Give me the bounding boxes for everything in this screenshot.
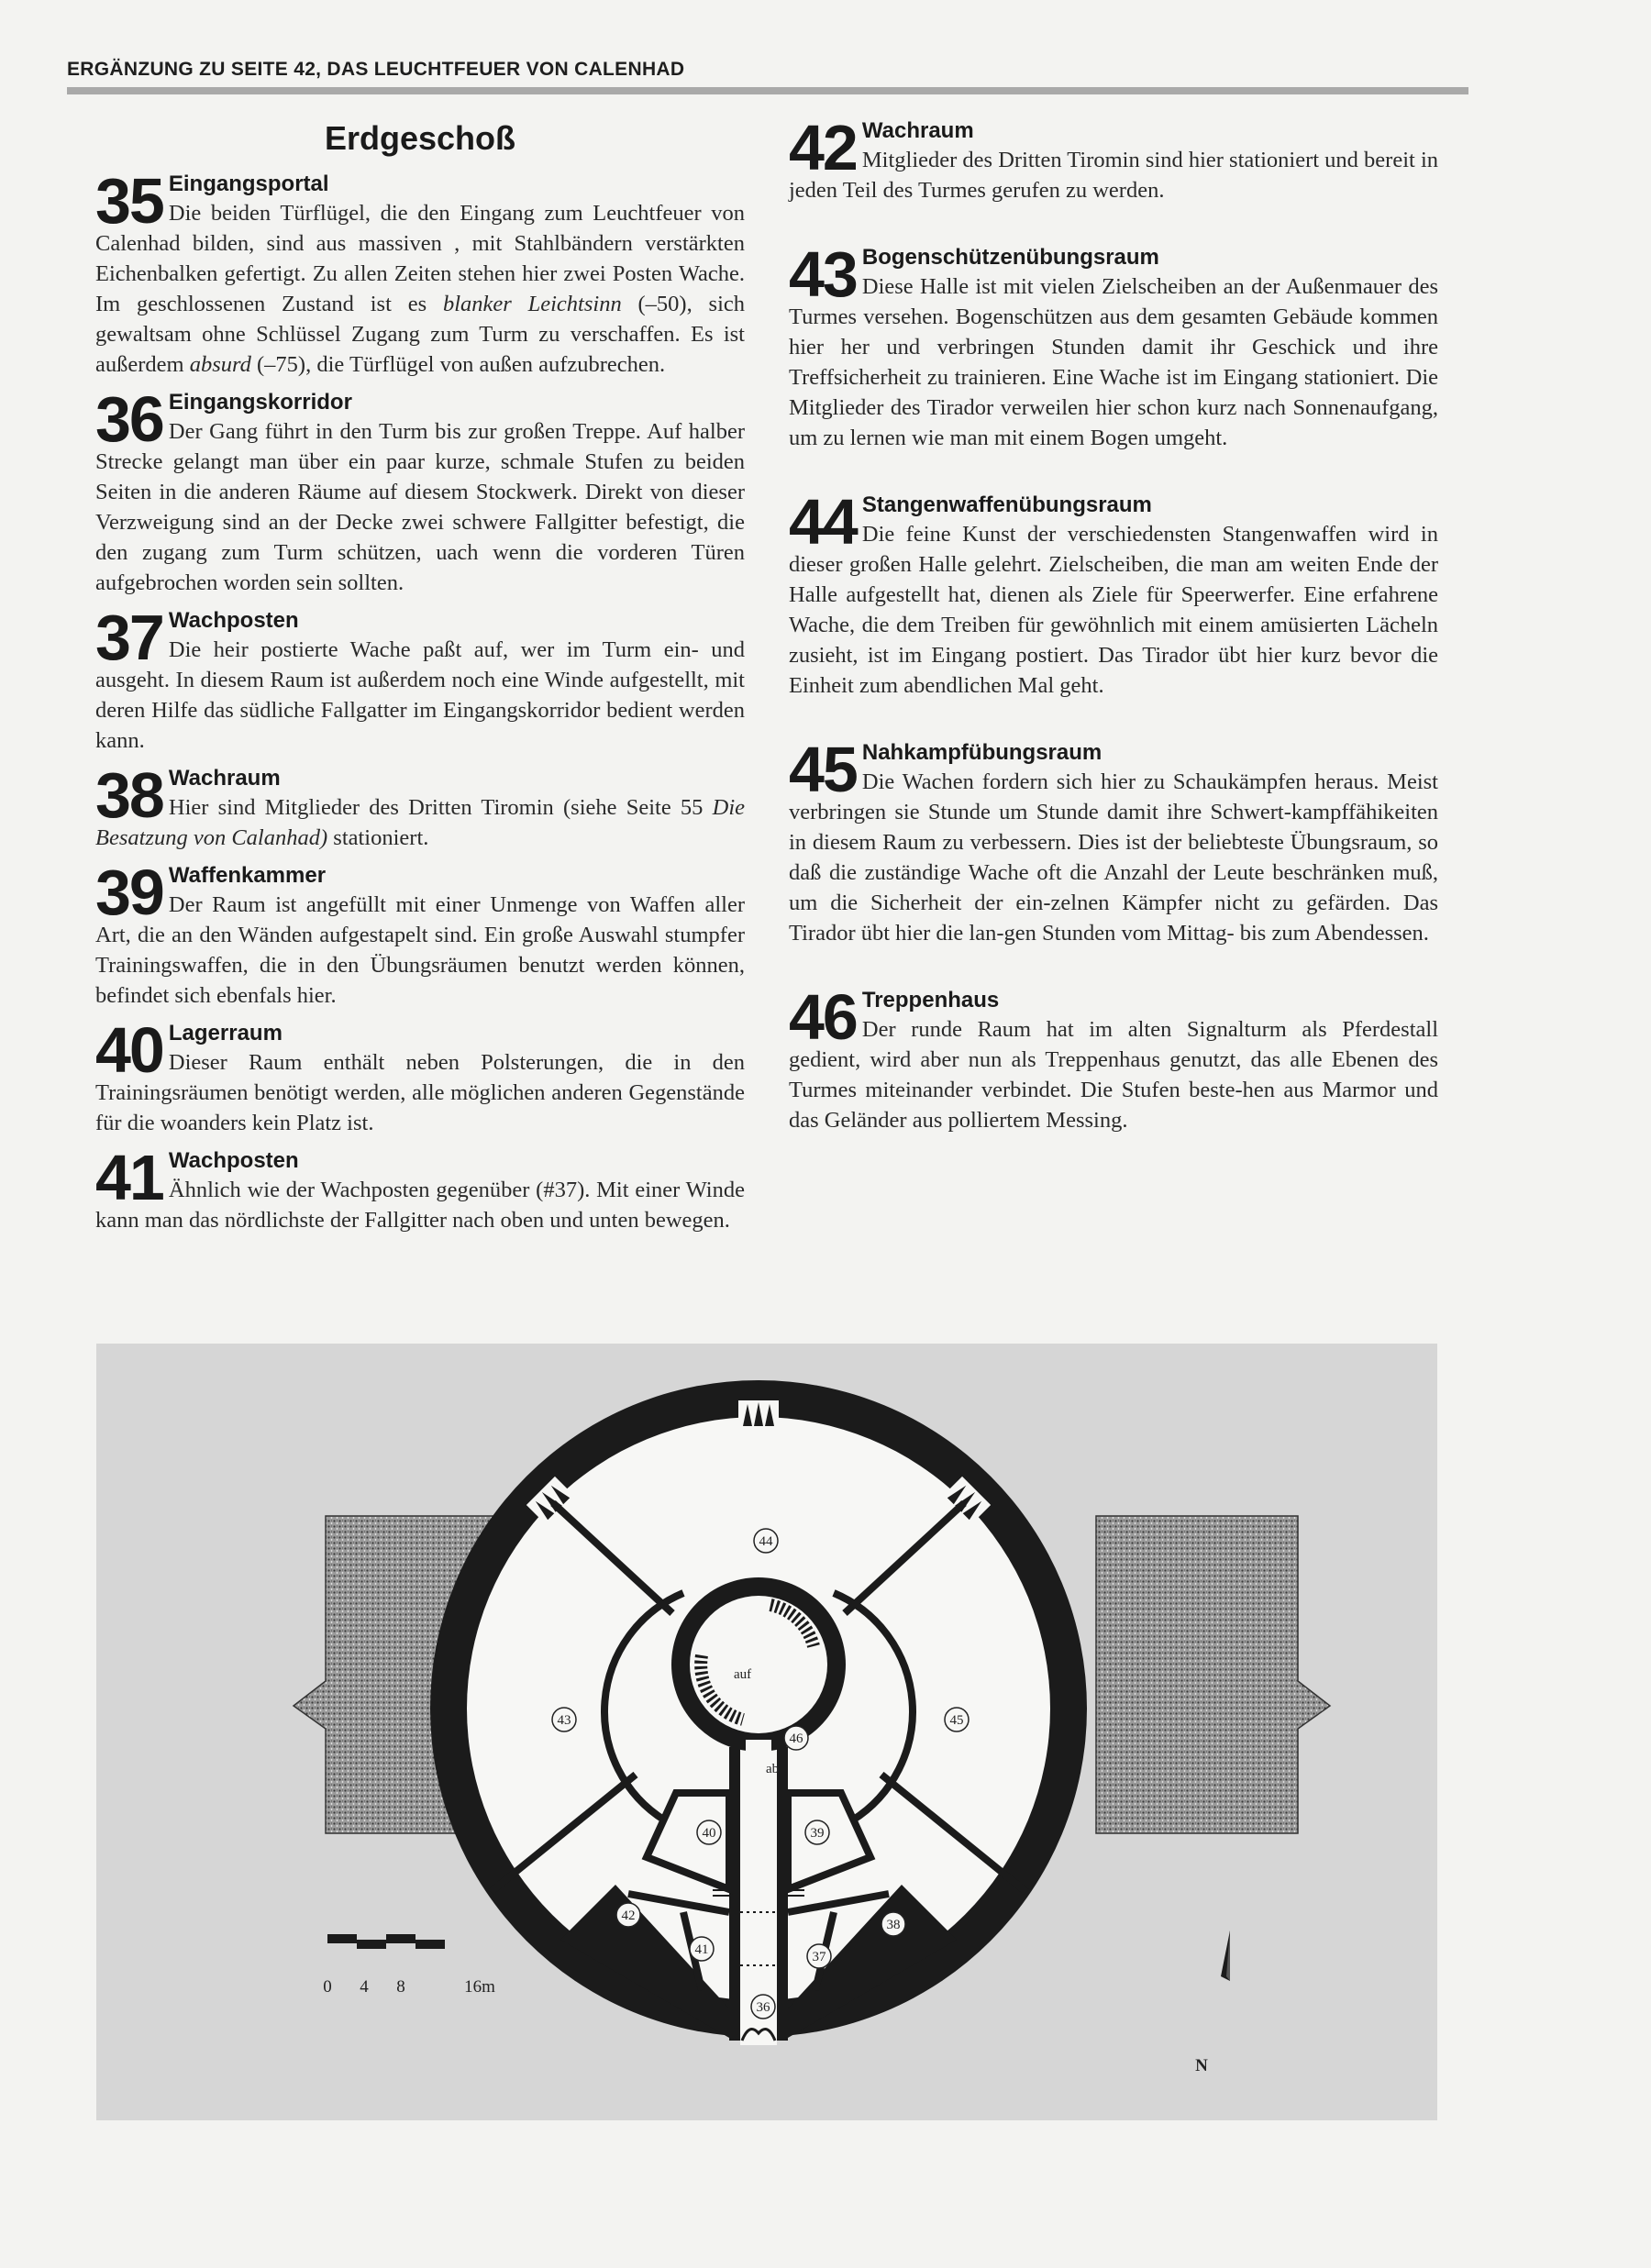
room-label-39: 39	[810, 1826, 825, 1841]
entry-title: Wachposten	[168, 1148, 299, 1173]
entry-number: 44	[789, 486, 857, 558]
entry-number: 40	[95, 1014, 163, 1086]
right-column	[789, 112, 1438, 1174]
room-label-44: 44	[759, 1534, 773, 1549]
entry-title: Waffenkammer	[168, 863, 327, 888]
stair-up-label: auf	[734, 1667, 752, 1682]
entry-title: Stangenwaffenübungsraum	[861, 492, 1152, 517]
entry-title: Wachraum	[168, 766, 281, 791]
entry-body: Hier sind Mitglieder des Dritten Tiromin (siehe Seite 55 Die Besatzung von Calanhad) stationiert.	[95, 795, 745, 850]
stair-tower-floor	[690, 1596, 827, 1733]
entry-title: Bogenschützenübungsraum	[861, 245, 1159, 270]
entry-number: 46	[789, 981, 857, 1053]
north-arrow-icon	[1195, 1931, 1230, 2075]
scale-tick-0: 0	[323, 1977, 332, 1997]
entry-body: Diese Halle ist mit vielen Zielscheiben an der Außenmauer des Turmes versehen. Bogenschützen aus dem gesamten Gebäude kommen hier her und verbringen Stunden damit ihr Geschick und ihre Treffsicherheit zu trainieren. Eine Wache ist im Eingang stationiert. Die Mitglieder des Tirador verweilen hier schon kurz nach Sonnenaufgang, um zu lernen wie man mit einem Bogen umgeht.	[789, 274, 1438, 450]
entry-body: Ähnlich wie der Wachposten gegenüber (#37). Mit einer Winde kann man das nördlichste der Fallgitter nach oben und unten bewegen.	[95, 1178, 745, 1233]
scale-tick-16: 16m	[464, 1977, 495, 1997]
left-column	[95, 110, 745, 1245]
room-label-42: 42	[621, 1908, 636, 1923]
entry-number: 35	[95, 165, 163, 237]
entry-number: 41	[95, 1142, 163, 1213]
gravel-wing-right	[1096, 1516, 1330, 1833]
entry-number: 39	[95, 857, 163, 928]
floor-plan	[96, 1344, 1437, 2120]
entry-number: 36	[95, 383, 163, 455]
entry-46	[789, 981, 1438, 1135]
room-label-37: 37	[812, 1950, 826, 1964]
entry-35	[95, 165, 745, 380]
entry-number: 43	[789, 238, 857, 310]
entry-body: Der runde Raum hat im alten Signalturm als Pferdestall gedient, wird aber nun als Treppenhaus genutzt, das alle Ebenen des Turmes miteinander verbindet. Die Stufen beste-hen aus Marmor und das Geländer aus polliertem Messing.	[789, 1017, 1438, 1133]
entry-45	[789, 734, 1438, 948]
floor-plan-drawing	[96, 1344, 1437, 2120]
entry-body: Der Gang führt in den Turm bis zur großen Treppe. Auf halber Strecke gelangt man über ein paar kurze, schmale Stufen zu beiden Seiten in die anderen Räume auf diesem Stockwerk. Direkt von dieser Verzweigung sind an der Decke zwei schwere Fallgitter befestigt, die den zugang zum Turm schützen, uach wenn die vorderen Türen aufgebrochen worden sein sollten.	[95, 419, 745, 595]
page-header: ERGÄNZUNG ZU SEITE 42, DAS LEUCHTFEUER VON CALENHAD	[67, 59, 685, 80]
entry-title: Nahkampfübungsraum	[861, 740, 1103, 765]
entry-43	[789, 238, 1438, 453]
room-label-41: 41	[694, 1942, 709, 1957]
entry-44	[789, 486, 1438, 701]
entry-title: Lagerraum	[168, 1021, 283, 1045]
room-label-36: 36	[756, 2000, 770, 2015]
room-label-43: 43	[557, 1713, 571, 1728]
entry-36	[95, 383, 745, 598]
room-label-40: 40	[702, 1826, 716, 1841]
svg-text:N: N	[1195, 2056, 1208, 2075]
entry-body: Dieser Raum enthält neben Polsterungen, die in den Trainingsräumen benötigt werden, alle möglichen anderen Gegenstände für die woanders kein Platz ist.	[95, 1050, 745, 1135]
scale-tick-8: 8	[396, 1977, 405, 1997]
room-label-45: 45	[949, 1713, 964, 1728]
entry-39	[95, 857, 745, 1011]
scale-bar	[323, 1934, 495, 1997]
stair-down-label: ab	[766, 1762, 780, 1776]
section-title: Erdgeschoß	[324, 119, 516, 157]
room-label-38: 38	[886, 1918, 901, 1932]
entry-body: Die beiden Türflügel, die den Eingang zum Leuchtfeuer von Calenhad bilden, sind aus massiven , mit Stahlbändern verstärkten Eichenbalken gefertigt. Zu allen Zeiten stehen hier zwei Posten Wache. Im geschlossenen Zustand ist es blanker Leichtsinn (–50), sich gewaltsam ohne Schlüssel Zugang zum Turm zu verschaffen. Es ist außerdem absurd (–75), die Türflügel von außen aufzubrechen.	[95, 201, 745, 377]
entry-41	[95, 1142, 745, 1235]
entry-42	[789, 112, 1438, 205]
entry-title: Eingangsportal	[168, 171, 329, 196]
entry-number: 42	[789, 112, 857, 183]
entry-body: Die heir postierte Wache paßt auf, wer im Turm ein- und ausgeht. In diesem Raum ist außerdem noch eine Winde aufgestellt, mit deren Hilfe das südliche Fallgatter im Eingangskorridor bedient werden kann.	[95, 637, 745, 753]
entry-title: Treppenhaus	[861, 988, 1000, 1012]
entry-number: 37	[95, 602, 163, 673]
entry-body: Mitglieder des Dritten Tiromin sind hier stationiert und bereit in jeden Teil des Turmes gerufen zu werden.	[789, 148, 1438, 203]
entry-37	[95, 602, 745, 756]
entry-number: 38	[95, 759, 163, 831]
room-label-46: 46	[789, 1731, 803, 1746]
entry-38	[95, 759, 745, 853]
entry-body: Der Raum ist angefüllt mit einer Unmenge von Waffen aller Art, die an den Wänden aufgestapelt sind. Ein große Auswahl stumpfer Trainingswaffen, die in den Übungsräumen benutzt werden können, befindet sich ebenfals hier.	[95, 892, 745, 1008]
entry-title: Wachposten	[168, 608, 299, 633]
entry-body: Die Wachen fordern sich hier zu Schaukämpfen heraus. Meist verbringen sie Stunde um Stunde damit ihre Schwert-kampffähikeiten in diesem Raum zu verbessern. Dies ist der beliebteste Übungsraum, so daß die zuständige Wache oft die Anzahl der Leute beschränken muß, um die Sicherheit der ein-zelnen Kämpfer nicht zu gefärden. Das Tirador übt hier die lan-gen Stunden vom Mittag- bis zum Abendessen.	[789, 769, 1438, 946]
scale-tick-4: 4	[360, 1977, 369, 1997]
entry-title: Wachraum	[861, 118, 974, 143]
arrow-slits-north	[738, 1400, 779, 1433]
entry-40	[95, 1014, 745, 1138]
entry-number: 45	[789, 734, 857, 805]
entry-body: Die feine Kunst der verschiedensten Stangenwaffen wird in dieser großen Halle gelehrt. Zielscheiben, die man am weiten Ende der Halle aufgestellt hat, dienen als Ziele für Speerwerfer. Eine erfahrene Wache, die dem Treiben für gewöhnlich mit einem amüsierten Lächeln zusieht, ist im Eingang postiert. Das Tirador übt hier kurz bevor die Einheit zum abendlichen Mal geht.	[789, 522, 1438, 698]
entry-title: Eingangskorridor	[168, 390, 352, 415]
header-rule	[67, 87, 1468, 94]
